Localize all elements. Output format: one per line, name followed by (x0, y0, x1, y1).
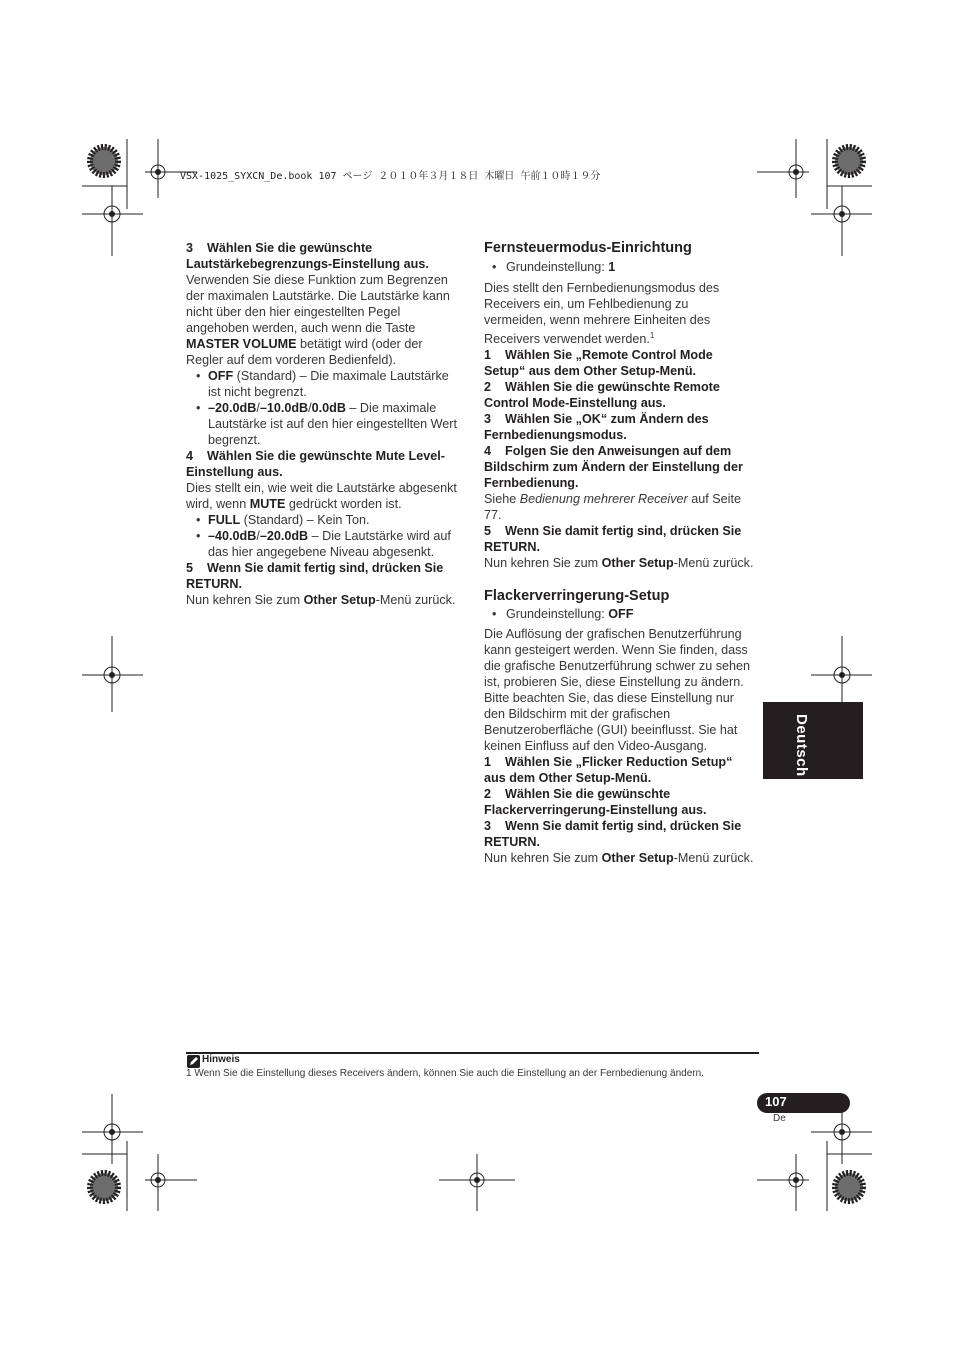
flicker-intro: Die Auflösung der grafischen Benutzerführung kann gesteigert werden. Wenn Sie finden, dass die grafische Benutzerführung schwer zu sehen ist, probieren Sie, diese Einstellung zu ändern. Bitte beachten Sie, das diese Einstellung nur den Bildschirm mit der grafischen Benutzeroberfläche (GUI) beeinflusst. Sie hat keinen Einfluss auf den Video-Ausgang. (484, 627, 751, 754)
footnote-rule (186, 1052, 759, 1054)
note-pencil-icon (187, 1055, 200, 1068)
step-4-body: Dies stellt ein, wie weit die Lautstärke abgesenkt wird, wenn MUTE gedrückt worden ist. (186, 481, 457, 511)
bullet-full: • FULL (Standard) – Kein Ton. (186, 512, 462, 528)
step-3-body: Verwenden Sie diese Funktion zum Begrenzen der maximalen Lautstärke. Die Lautstärke kann nicht über den hier eingestellten Pegel angehoben werden, auch wenn die Taste MASTER VOLUME betätigt wird (oder der Regler auf dem vorderen Bedienfeld). (186, 273, 450, 367)
section-heading-remote-mode: Fernsteuermodus-Einrichtung (484, 240, 692, 256)
remote-step-5: 5 Wenn Sie damit fertig sind, drücken Sie RETURN. (484, 524, 742, 555)
remote-step-4-body: Siehe Bedienung mehrerer Receiver auf Seite 77. (484, 492, 741, 523)
default-setting-remote: • Grundeinstellung: 1 (484, 259, 754, 275)
note-label: Hinweis (202, 1054, 240, 1065)
right-column (484, 239, 754, 866)
step-3-heading: 3 Wählen Sie die gewünschte Lautstärkebegrenzungs-Einstellung aus. (186, 241, 429, 271)
section-heading-flicker: Flackerverringerung-Setup (484, 588, 670, 605)
footnote-text: 1 Wenn Sie die Einstellung dieses Receivers ändern, können Sie auch die Einstellung an der Fernbedienung ändern. (186, 1068, 704, 1079)
remote-step-2: 2 Wählen Sie die gewünschte Remote Control Mode-Einstellung aus. (484, 380, 720, 411)
page-number-badge (757, 1093, 850, 1113)
step-5-body: Nun kehren Sie zum Other Setup-Menü zurück. (186, 593, 456, 607)
step-4-heading: 4 Wählen Sie die gewünschte Mute Level-Einstellung aus. (186, 449, 445, 479)
remote-step-3: 3 Wählen Sie „OK“ zum Ändern des Fernbedienungsmodus. (484, 412, 709, 443)
remote-intro: Dies stellt den Fernbedienungsmodus des Receivers ein, um Fehlbedienung zu vermeiden, wenn mehrere Einheiten des Receivers verwendet werden.$^1$ (484, 281, 720, 347)
bullet-db-limits: • –20.0dB/–10.0dB/0.0dB – Die maximale Lautstärke ist auf den hier eingestellten Wert begrenzt. (186, 400, 462, 448)
footnote-ref: 1 (649, 331, 655, 340)
left-column (186, 240, 462, 608)
bullet-off: • OFF (Standard) – Die maximale Lautstärke ist nicht begrenzt. (186, 368, 462, 400)
flicker-step-2: 2 Wählen Sie die gewünschte Flackerverringerung-Einstellung aus. (484, 787, 707, 818)
flicker-step-1: 1 Wählen Sie „Flicker Reduction Setup“ aus dem Other Setup-Menü. (484, 755, 733, 786)
language-tab-label: Deutsch (793, 714, 810, 777)
default-setting-flicker: • Grundeinstellung: OFF (484, 606, 754, 622)
step-5-heading: 5 Wenn Sie damit fertig sind, drücken Sie RETURN. (186, 561, 444, 591)
flicker-step-3-body: Nun kehren Sie zum Other Setup-Menü zurück. (484, 851, 754, 866)
flicker-step-3: 3 Wenn Sie damit fertig sind, drücken Sie RETURN. (484, 819, 742, 850)
bullet-mute-db: • –40.0dB/–20.0dB – Die Lautstärke wird auf das hier angegebene Niveau abgesenkt. (186, 528, 462, 560)
page-lang: De (773, 1113, 786, 1124)
remote-step-4: 4 Folgen Sie den Anweisungen auf dem Bildschirm zum Ändern der Einstellung der Fernbedienung. (484, 444, 743, 491)
remote-step-1: 1 Wählen Sie „Remote Control Mode Setup“ aus dem Other Setup-Menü. (484, 348, 713, 379)
page-number: 107 (765, 1094, 787, 1109)
file-header-line: VSX-1025_SYXCN_De.book 107 ページ ２０１０年３月１８日 木曜日 午前１０時１９分 (180, 171, 601, 182)
language-tab (763, 702, 863, 779)
remote-step-5-body: Nun kehren Sie zum Other Setup-Menü zurück. (484, 556, 754, 571)
